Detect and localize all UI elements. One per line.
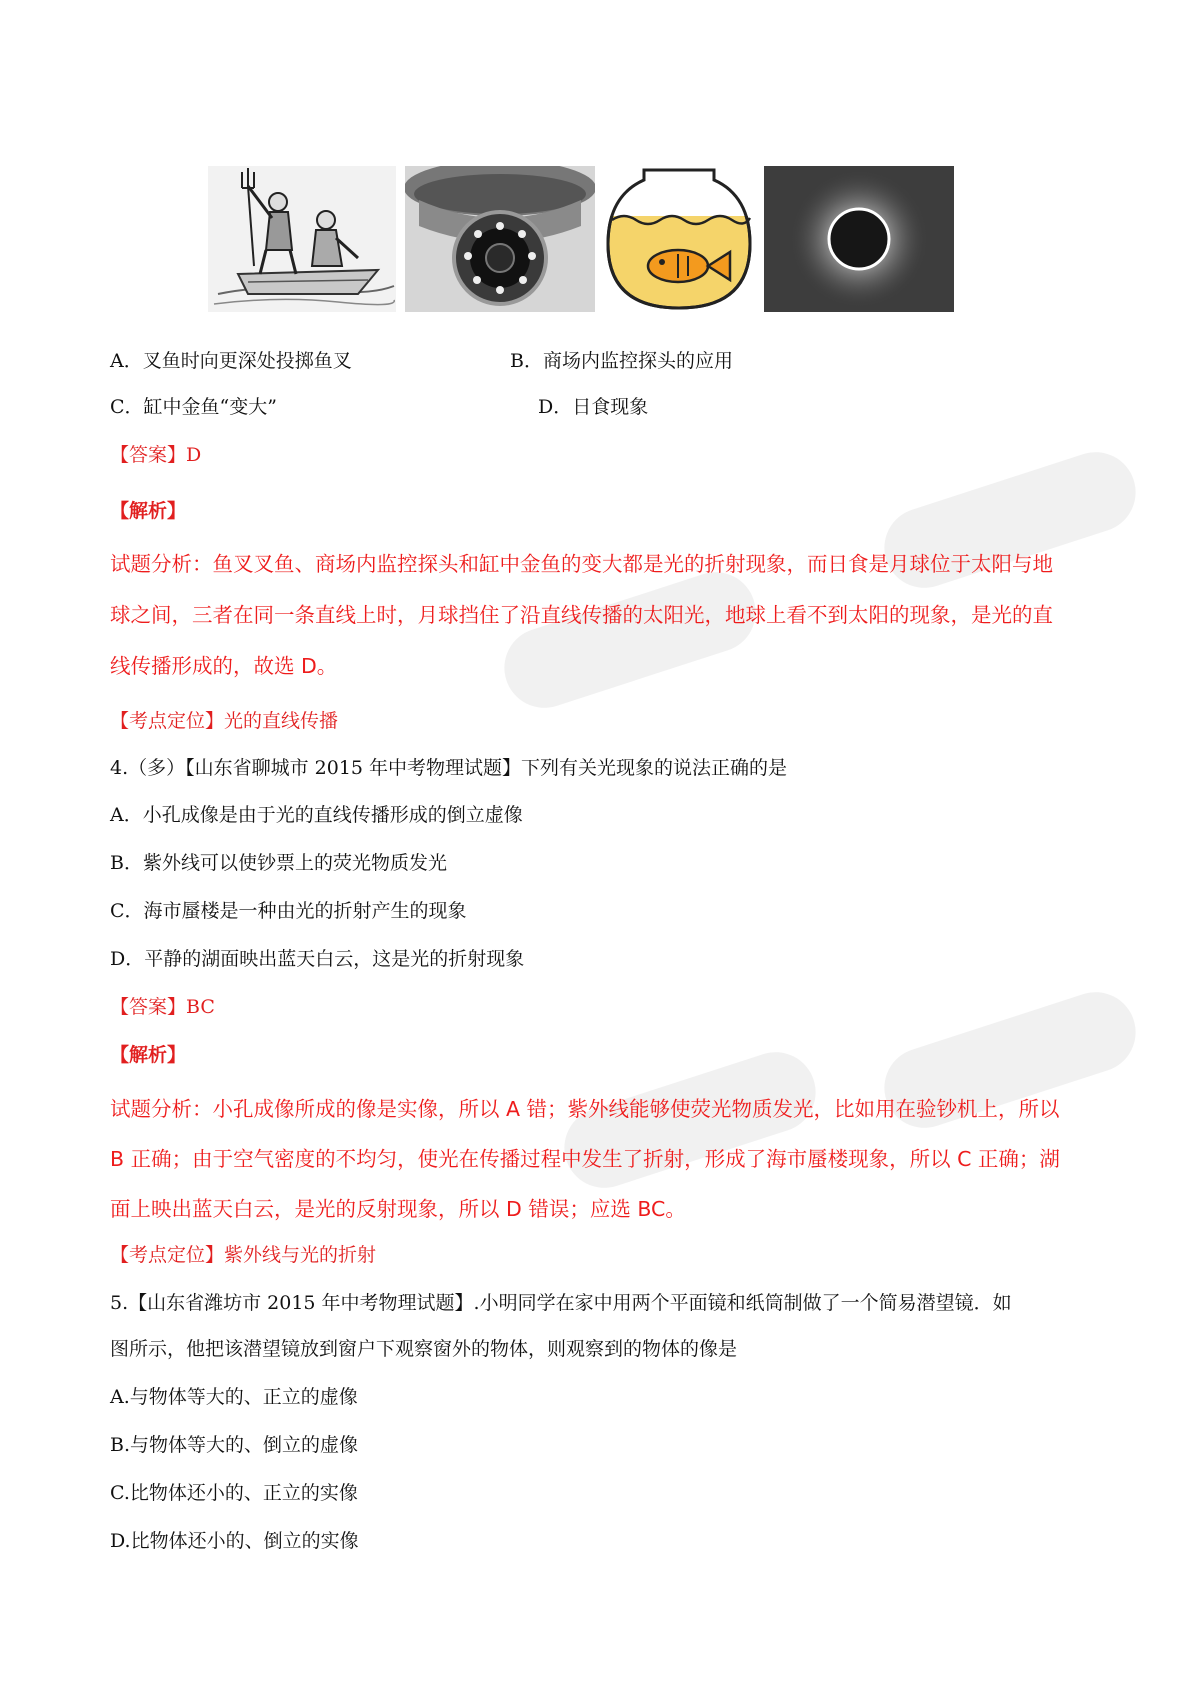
q3-option-c: C．缸中金鱼“变大”	[110, 396, 277, 418]
goldfish-bowl-picture	[604, 166, 754, 312]
q3-option-d: D．日食现象	[538, 396, 649, 418]
q4-analysis-heading: 【解析】	[110, 1044, 187, 1066]
figure-strip	[208, 166, 998, 312]
q3-option-b: B．商场内监控探头的应用	[510, 350, 733, 372]
q4-kaodian: 【考点定位】紫外线与光的折射	[110, 1244, 377, 1266]
q4-option-a: A．小孔成像是由于光的直线传播形成的倒立虚像	[110, 804, 523, 826]
fisherman-picture	[208, 166, 396, 312]
q5-option-c: C.比物体还小的、正立的实像	[110, 1482, 358, 1504]
q5-option-d: D.比物体还小的、倒立的实像	[110, 1530, 359, 1552]
q3-analysis-line-2: 球之间，三者在同一条直线上时，月球挡住了沿直线传播的太阳光，地球上看不到太阳的现象，是光的直	[110, 603, 1053, 627]
q3-analysis-heading: 【解析】	[110, 500, 187, 522]
q4-answer: 【答案】BC	[110, 996, 215, 1018]
q4-stem: 4.（多）【山东省聊城市 2015 年中考物理试题】下列有关光现象的说法正确的是	[110, 757, 788, 779]
solar-eclipse-picture	[764, 166, 954, 312]
q3-option-a: A．叉鱼时向更深处投掷鱼叉	[110, 350, 352, 372]
q5-option-b: B.与物体等大的、倒立的虚像	[110, 1434, 359, 1456]
q3-analysis-line-3: 线传播形成的，故选 D。	[110, 654, 338, 678]
q3-analysis-line-1: 试题分析：鱼叉叉鱼、商场内监控探头和缸中金鱼的变大都是光的折射现象，而日食是月球位于太阳与地	[110, 552, 1053, 576]
q4-analysis-line-1: 试题分析：小孔成像所成的像是实像，所以 A 错；紫外线能够使荧光物质发光，比如用在验钞机上，所以	[110, 1097, 1060, 1121]
q3-answer: 【答案】D	[110, 444, 202, 466]
q4-option-b: B．紫外线可以使钞票上的荧光物质发光	[110, 852, 447, 874]
q4-option-d: D．平静的湖面映出蓝天白云，这是光的折射现象	[110, 948, 525, 970]
q5-option-a: A.与物体等大的、正立的虚像	[110, 1386, 358, 1408]
q5-stem-line-2: 图所示，他把该潜望镜放到窗户下观察窗外的物体，则观察到的物体的像是	[110, 1338, 738, 1360]
q4-option-c: C．海市蜃楼是一种由光的折射产生的现象	[110, 900, 467, 922]
q5-stem-line-1: 5.【山东省潍坊市 2015 年中考物理试题】.小明同学在家中用两个平面镜和纸筒制做了一个简易潜望镜．如	[110, 1292, 1012, 1314]
q4-analysis-line-3: 面上映出蓝天白云，是光的反射现象，所以 D 错误；应选 BC。	[110, 1197, 686, 1221]
q3-kaodian: 【考点定位】光的直线传播	[110, 710, 339, 732]
q4-analysis-line-2: B 正确；由于空气密度的不均匀，使光在传播过程中发生了折射，形成了海市蜃楼现象，所以 C 正确；湖	[110, 1147, 1060, 1171]
dome-camera-picture	[405, 166, 595, 312]
watermark	[494, 562, 766, 718]
